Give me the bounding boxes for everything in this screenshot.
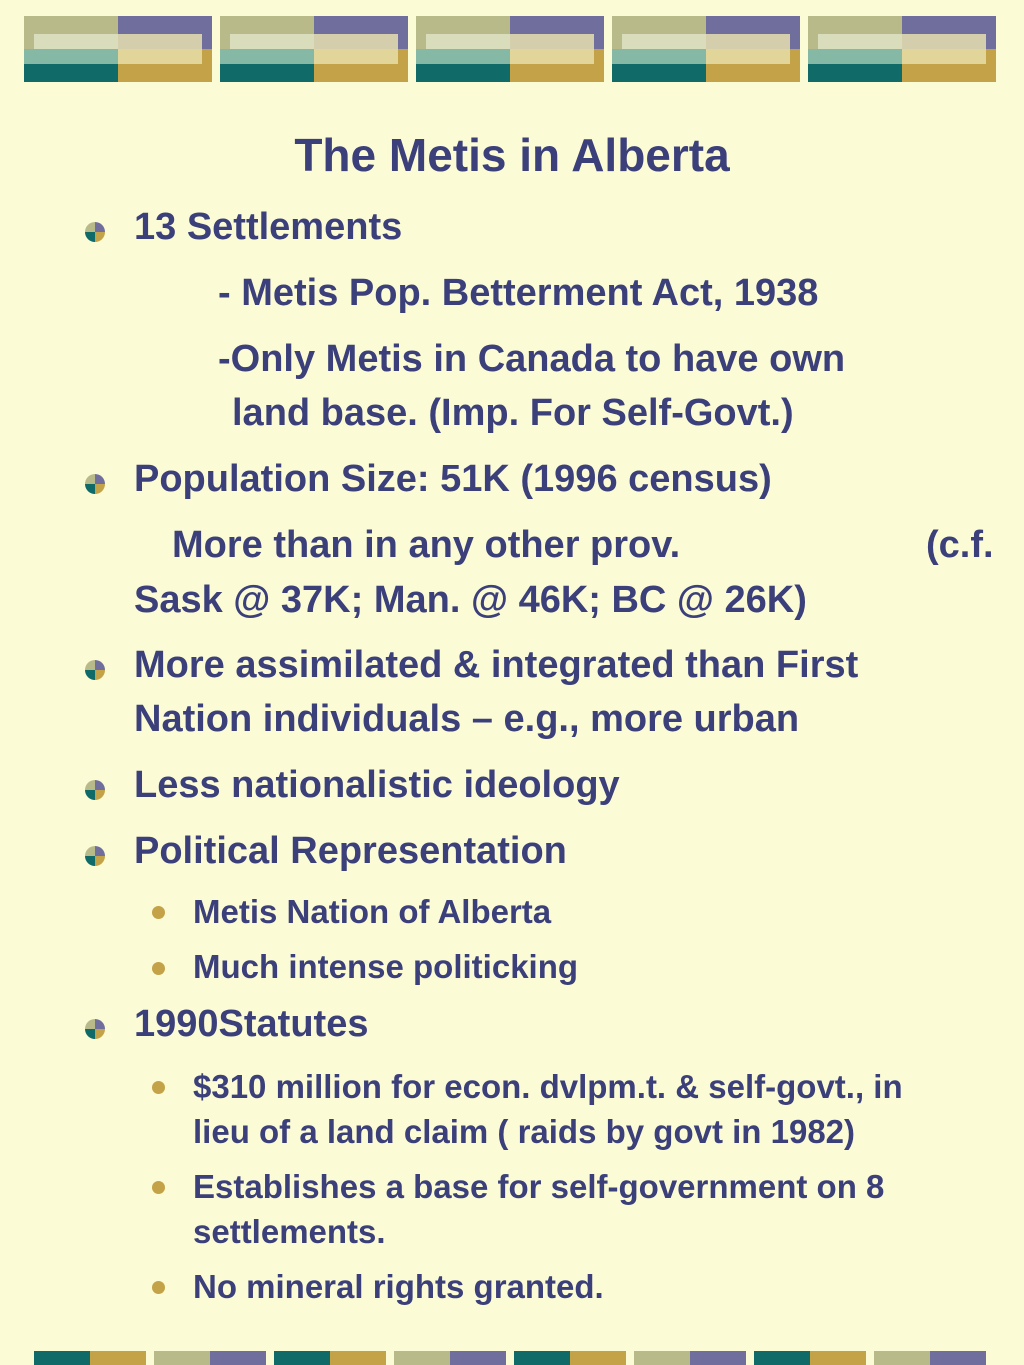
bullet-text: More assimilated & integrated than First xyxy=(134,644,859,686)
bullet-icon xyxy=(85,780,105,800)
sub-bullet-text: Metis Nation of Alberta xyxy=(193,893,552,930)
sub-text: land base. (Imp. For Self-Govt.) xyxy=(232,392,794,434)
sub-bullet-text: $310 million for econ. dvlpm.t. & self-govt., in xyxy=(193,1068,903,1105)
sub-text: Sask @ 37K; Man. @ 46K; BC @ 26K) xyxy=(134,579,807,621)
sub-bullet-icon xyxy=(152,1281,165,1294)
bullet-icon xyxy=(85,474,105,494)
bullet-icon xyxy=(85,1019,105,1039)
sub-bullet-icon xyxy=(152,962,165,975)
decor-block xyxy=(612,16,800,82)
sub-text: -Only Metis in Canada to have own xyxy=(218,338,846,380)
decor-block xyxy=(24,16,212,82)
sub-bullet-icon xyxy=(152,1181,165,1194)
top-decorative-band xyxy=(24,16,999,82)
sub-bullet-icon xyxy=(152,1081,165,1094)
bullet-text: Political Representation xyxy=(134,830,567,872)
decor-block xyxy=(220,16,408,82)
bottom-decorative-band xyxy=(34,1351,984,1365)
sub-bullet-icon xyxy=(152,906,165,919)
sub-bullet-text: lieu of a land claim ( raids by govt in 1982) xyxy=(193,1113,856,1150)
bullet-text: Population Size: 51K (1996 census) xyxy=(134,458,772,500)
bullet-text: Less nationalistic ideology xyxy=(134,764,620,806)
sub-bullet-text: Much intense politicking xyxy=(193,948,579,985)
bullet-icon xyxy=(85,846,105,866)
decor-block xyxy=(808,16,996,82)
sub-bullet-text: No mineral rights granted. xyxy=(193,1268,604,1305)
sub-text: (c.f. xyxy=(926,524,994,566)
decor-block xyxy=(416,16,604,82)
sub-text: - Metis Pop. Betterment Act, 1938 xyxy=(218,272,819,314)
slide-title: The Metis in Alberta xyxy=(294,129,730,181)
bullet-text: Nation individuals – e.g., more urban xyxy=(134,698,800,740)
bullet-icon xyxy=(85,222,105,242)
bullet-text: 1990Statutes xyxy=(134,1003,369,1045)
bullet-icon xyxy=(85,660,105,680)
bullet-text: 13 Settlements xyxy=(134,206,403,248)
sub-text: More than in any other prov. xyxy=(172,524,681,566)
sub-bullet-text: settlements. xyxy=(193,1213,386,1250)
sub-bullet-text: Establishes a base for self-government on 8 xyxy=(193,1168,885,1205)
